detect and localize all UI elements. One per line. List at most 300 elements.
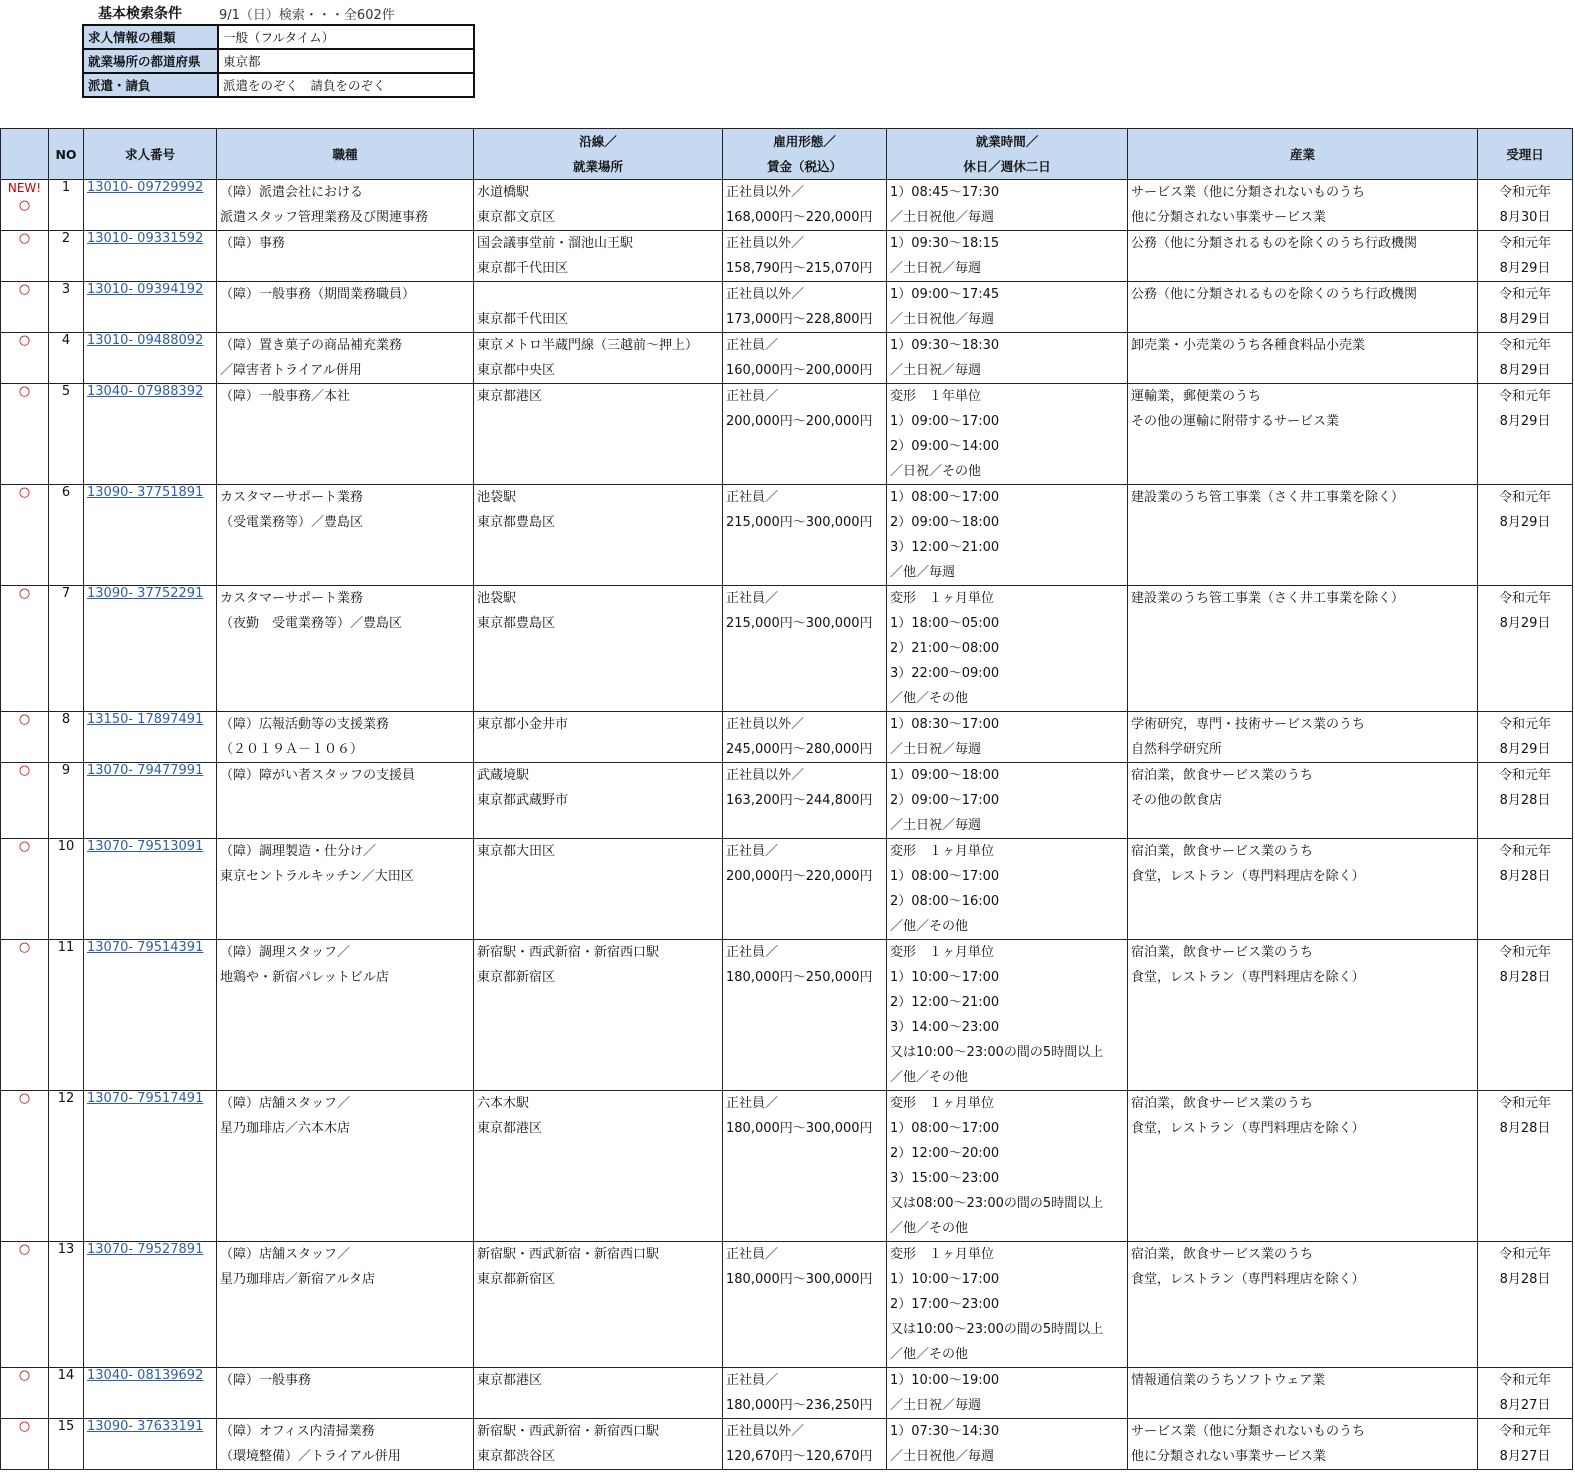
- hours-line: ／他／その他: [890, 919, 969, 934]
- employment-pay-line: 173,000円～228,800円: [726, 312, 873, 327]
- hours-cell: [887, 231, 1128, 282]
- job-title-line: （障）調理スタッフ／: [220, 945, 351, 960]
- job-number-link[interactable]: 13070- 79514391: [87, 940, 204, 955]
- job-title-cell: [217, 712, 474, 763]
- place-line: 池袋駅: [477, 490, 517, 505]
- received-date-line: 8月29日: [1499, 515, 1551, 530]
- condition-value: 一般（フルタイム）: [218, 25, 474, 49]
- industry-line: その他の飲食店: [1131, 793, 1223, 808]
- job-title-line: 東京セントラルキッチン／大田区: [220, 869, 414, 884]
- employment-pay-line: 215,000円～300,000円: [726, 515, 873, 530]
- place-line: 東京都新宿区: [477, 1272, 556, 1287]
- hours-line: ／他／その他: [890, 691, 969, 706]
- employment-pay-line: 正社員／: [726, 591, 779, 606]
- table-header-row: [1, 129, 1573, 180]
- hours-line: 1）09:30～18:15: [890, 236, 1000, 251]
- place-line: [477, 282, 719, 307]
- conditions-table: [82, 24, 475, 98]
- hours-line: ／土日祝／毎週: [890, 1398, 982, 1413]
- job-number-link[interactable]: 13090- 37633191: [87, 1419, 204, 1434]
- job-title-cell: [217, 1419, 474, 1470]
- header-date: 受理日: [1478, 129, 1573, 180]
- job-number-link[interactable]: 13090- 37751891: [87, 485, 204, 500]
- table-row: [1, 333, 1573, 384]
- hours-line: ／他／その他: [890, 1221, 969, 1236]
- job-title-line: （障）事務: [220, 236, 286, 251]
- received-date-line: 令和元年: [1498, 1373, 1551, 1388]
- received-date-cell: [1478, 712, 1573, 763]
- industry-line: 公務（他に分類されるものを除くのうち行政機関: [1131, 236, 1418, 251]
- hours-cell: [887, 333, 1128, 384]
- row-mark-cell: [1, 384, 49, 485]
- industry-line: 食堂，レストラン（専門料理店を除く）: [1131, 1272, 1365, 1287]
- industry-line: サービス業（他に分類されないものうち: [1131, 185, 1366, 200]
- hours-line: ／他／その他: [890, 1347, 969, 1362]
- hours-cell: [887, 282, 1128, 333]
- industry-line: サービス業（他に分類されないものうち: [1131, 1424, 1366, 1439]
- employment-pay-line: 正社員／: [726, 1247, 779, 1262]
- place-cell: [474, 384, 723, 485]
- employment-pay-line: 160,000円～200,000円: [726, 363, 873, 378]
- row-mark-cell: [1, 180, 49, 231]
- job-number-link[interactable]: 13070- 79513091: [87, 839, 204, 854]
- received-date-cell: [1478, 940, 1573, 1091]
- place-line: 東京都千代田区: [477, 261, 569, 276]
- hours-line: 1）07:30～14:30: [890, 1424, 1000, 1439]
- employment-pay-cell: [723, 333, 887, 384]
- received-date-line: 令和元年: [1498, 591, 1551, 606]
- table-row: [1, 231, 1573, 282]
- conditions-date-line: 9/1（日）検索・・・全602件: [219, 8, 395, 23]
- hours-line: 1）08:00～17:00: [890, 490, 1000, 505]
- received-date-line: 令和元年: [1498, 338, 1551, 353]
- hours-cell: [887, 763, 1128, 839]
- employment-pay-line: 正社員／: [726, 844, 779, 859]
- row-number: 12: [49, 1091, 84, 1242]
- job-title-line: （２０１９Ａ－１０６）: [220, 742, 364, 757]
- hours-cell: [887, 485, 1128, 586]
- job-number-link[interactable]: 13040- 07988392: [87, 384, 204, 399]
- received-date-line: 令和元年: [1498, 844, 1551, 859]
- hours-line: 変形 １ヶ月単位: [890, 945, 995, 960]
- job-title-line: （障）調理製造・仕分け／: [220, 844, 377, 859]
- job-title-line: （障）置き菓子の商品補充業務: [220, 338, 403, 353]
- header-pay: 賃金（税込）: [766, 159, 842, 174]
- industry-cell: [1128, 586, 1478, 712]
- job-title-cell: [217, 763, 474, 839]
- received-date-cell: [1478, 333, 1573, 384]
- header-place: 就業場所: [572, 159, 623, 174]
- received-date-line: 8月27日: [1499, 1449, 1551, 1464]
- job-number-link[interactable]: 13150- 17897491: [87, 712, 204, 727]
- row-mark-cell: [1, 1368, 49, 1419]
- industry-line: 情報通信業のうちソフトウェア業: [1131, 1373, 1326, 1388]
- employment-pay-line: 168,000円～220,000円: [726, 210, 873, 225]
- employment-pay-cell: [723, 180, 887, 231]
- condition-row: [83, 49, 474, 73]
- row-number: 4: [49, 333, 84, 384]
- hours-line: 1）09:00～18:00: [890, 768, 1000, 783]
- hours-line: 変形 １ヶ月単位: [890, 1247, 995, 1262]
- job-title-line: （障）広報活動等の支援業務: [220, 717, 390, 732]
- job-title-cell: [217, 940, 474, 1091]
- hours-line: ／土日祝／毎週: [890, 363, 982, 378]
- received-date-line: 令和元年: [1498, 768, 1551, 783]
- row-number: 5: [49, 384, 84, 485]
- place-cell: [474, 333, 723, 384]
- row-mark-cell: [1, 1242, 49, 1368]
- job-title-line: （障）オフィス内清掃業務: [220, 1424, 375, 1439]
- circle-mark: ○: [18, 384, 31, 399]
- employment-pay-line: 180,000円～300,000円: [726, 1121, 873, 1136]
- place-line: 国会議事堂前・溜池山王駅: [477, 236, 634, 251]
- received-date-line: 8月27日: [1499, 1398, 1551, 1413]
- received-date-cell: [1478, 180, 1573, 231]
- employment-pay-line: 正社員以外／: [726, 236, 805, 251]
- new-badge: NEW!: [7, 181, 42, 195]
- table-row: [1, 763, 1573, 839]
- hours-line: 2）21:00～08:00: [890, 641, 1000, 656]
- hours-line: ／土日祝他／毎週: [890, 1449, 995, 1464]
- circle-mark: ○: [18, 198, 31, 213]
- industry-line: その他の運輸に附帯するサービス業: [1131, 414, 1340, 429]
- place-cell: [474, 231, 723, 282]
- circle-mark: ○: [18, 1091, 31, 1106]
- table-row: [1, 384, 1573, 485]
- place-cell: [474, 1091, 723, 1242]
- job-title-cell: [217, 333, 474, 384]
- received-date-cell: [1478, 1242, 1573, 1368]
- received-date-line: 8月28日: [1499, 1121, 1551, 1136]
- hours-line: 1）09:00～17:45: [890, 287, 1000, 302]
- circle-mark: ○: [18, 231, 31, 246]
- circle-mark: ○: [18, 1242, 31, 1257]
- row-mark-cell: [1, 231, 49, 282]
- place-line: 東京都豊島区: [477, 616, 556, 631]
- place-cell: [474, 282, 723, 333]
- industry-line: 公務（他に分類されるものを除くのうち行政機関: [1131, 287, 1418, 302]
- job-number-link[interactable]: 13040- 08139692: [87, 1368, 204, 1383]
- received-date-line: 令和元年: [1498, 236, 1551, 251]
- received-date-cell: [1478, 1368, 1573, 1419]
- header-hours-holiday: [887, 129, 1128, 180]
- row-mark-cell: [1, 485, 49, 586]
- circle-mark: ○: [18, 1368, 31, 1383]
- job-number-link[interactable]: 13070- 79477991: [87, 763, 204, 778]
- job-title-cell: [217, 231, 474, 282]
- hours-line: 1）10:00～17:00: [890, 970, 1000, 985]
- employment-pay-cell: [723, 586, 887, 712]
- job-title-cell: [217, 282, 474, 333]
- hours-line: 又は10:00～23:00の間の5時間以上: [890, 1322, 1104, 1337]
- job-title-line: （障）一般事務／本社: [220, 389, 351, 404]
- job-number-cell: [84, 384, 217, 485]
- employment-pay-cell: [723, 940, 887, 1091]
- job-title-line: カスタマーサポート業務: [220, 591, 364, 606]
- hours-line: 1）10:00～19:00: [890, 1373, 1000, 1388]
- job-listing-table: [0, 128, 1573, 1470]
- hours-line: ／土日祝他／毎週: [890, 312, 995, 327]
- row-number: 1: [49, 180, 84, 231]
- circle-mark: ○: [18, 586, 31, 601]
- employment-pay-line: 215,000円～300,000円: [726, 616, 873, 631]
- received-date-line: 令和元年: [1498, 490, 1551, 505]
- header-employment: 雇用形態／: [773, 134, 836, 149]
- industry-line: 宿泊業，飲食サービス業のうち: [1131, 768, 1314, 783]
- received-date-line: 8月28日: [1499, 1272, 1551, 1287]
- received-date-cell: [1478, 839, 1573, 940]
- job-number-link[interactable]: 13010- 09394192: [87, 282, 204, 297]
- place-line: 東京都港区: [477, 1373, 543, 1388]
- job-title-line: （障）障がい者スタッフの支援員: [220, 768, 416, 783]
- place-line: 東京都大田区: [477, 844, 556, 859]
- job-title-cell: [217, 1368, 474, 1419]
- job-title-line: 星乃珈琲店／六本木店: [220, 1121, 351, 1136]
- job-number-cell: [84, 839, 217, 940]
- employment-pay-cell: [723, 282, 887, 333]
- employment-pay-cell: [723, 485, 887, 586]
- table-row: [1, 940, 1573, 1091]
- job-number-cell: [84, 180, 217, 231]
- job-number-link[interactable]: 13010- 09488092: [87, 333, 204, 348]
- job-title-line: （障）店舗スタッフ／: [220, 1096, 351, 1111]
- industry-cell: [1128, 282, 1478, 333]
- received-date-cell: [1478, 485, 1573, 586]
- table-row: [1, 1242, 1573, 1368]
- hours-line: 又は10:00～23:00の間の5時間以上: [890, 1045, 1104, 1060]
- row-number: 3: [49, 282, 84, 333]
- job-number-link[interactable]: 13070- 79517491: [87, 1091, 204, 1106]
- employment-pay-cell: [723, 1091, 887, 1242]
- industry-cell: [1128, 763, 1478, 839]
- place-line: 東京都豊島区: [477, 515, 556, 530]
- industry-line: 宿泊業，飲食サービス業のうち: [1131, 1247, 1314, 1262]
- industry-line: 卸売業・小売業のうち各種食料品小売業: [1131, 338, 1366, 353]
- job-title-line: （夜勤 受電業務等）／豊島区: [220, 616, 403, 631]
- row-number: 7: [49, 586, 84, 712]
- received-date-line: 8月28日: [1499, 970, 1551, 985]
- hours-line: 又は08:00～23:00の間の5時間以上: [890, 1196, 1104, 1211]
- place-cell: [474, 763, 723, 839]
- employment-pay-cell: [723, 712, 887, 763]
- received-date-line: 令和元年: [1498, 185, 1551, 200]
- header-job: 職種: [217, 129, 474, 180]
- industry-cell: [1128, 485, 1478, 586]
- row-mark-cell: [1, 839, 49, 940]
- hours-cell: [887, 940, 1128, 1091]
- place-cell: [474, 839, 723, 940]
- hours-line: 1）08:45～17:30: [890, 185, 1000, 200]
- received-date-line: 令和元年: [1498, 389, 1551, 404]
- job-title-line: （障）派遣会社における: [220, 185, 364, 200]
- place-line: 東京都新宿区: [477, 970, 556, 985]
- job-number-link[interactable]: 13090- 37752291: [87, 586, 204, 601]
- hours-line: 1）18:00～05:00: [890, 616, 1000, 631]
- job-title-line: 地鶏や・新宿パレットビル店: [220, 970, 389, 985]
- job-number-cell: [84, 333, 217, 384]
- hours-line: ／土日祝／毎週: [890, 742, 982, 757]
- hours-line: 3）12:00～21:00: [890, 540, 1000, 555]
- hours-cell: [887, 1242, 1128, 1368]
- row-number: 6: [49, 485, 84, 586]
- hours-line: 2）09:00～17:00: [890, 793, 1000, 808]
- job-number-link[interactable]: 13010- 09331592: [87, 231, 204, 246]
- job-title-line: （受電業務等）／豊島区: [220, 515, 364, 530]
- received-date-line: 8月29日: [1499, 312, 1551, 327]
- industry-cell: [1128, 1368, 1478, 1419]
- place-line: 東京メトロ半蔵門線（三越前～押上）: [477, 338, 699, 353]
- employment-pay-line: 正社員／: [726, 490, 779, 505]
- row-number: 2: [49, 231, 84, 282]
- row-mark-cell: [1, 763, 49, 839]
- place-line: 新宿駅・西武新宿・新宿西口駅: [477, 1247, 660, 1262]
- received-date-line: 令和元年: [1498, 945, 1551, 960]
- received-date-line: 8月29日: [1499, 261, 1551, 276]
- hours-line: 1）08:30～17:00: [890, 717, 1000, 732]
- table-row: [1, 712, 1573, 763]
- table-row: [1, 282, 1573, 333]
- industry-line: 他に分類されない事業サービス業: [1131, 210, 1327, 225]
- employment-pay-line: 180,000円～250,000円: [726, 970, 873, 985]
- header-holiday: 休日／週休二日: [963, 159, 1051, 174]
- received-date-line: 8月29日: [1499, 363, 1551, 378]
- place-cell: [474, 180, 723, 231]
- header-line: 沿線／: [579, 134, 617, 149]
- hours-cell: [887, 384, 1128, 485]
- received-date-line: 8月29日: [1499, 616, 1551, 631]
- condition-key: 求人情報の種類: [83, 25, 218, 49]
- employment-pay-cell: [723, 231, 887, 282]
- job-title-line: （障）一般事務（期間業務職員）: [220, 287, 416, 302]
- header-mark: [1, 129, 49, 180]
- job-title-line: （環境整備）／トライアル併用: [220, 1449, 401, 1464]
- row-mark-cell: [1, 282, 49, 333]
- received-date-cell: [1478, 282, 1573, 333]
- circle-mark: ○: [18, 282, 31, 297]
- row-number: 14: [49, 1368, 84, 1419]
- header-line-place: [474, 129, 723, 180]
- hours-cell: [887, 586, 1128, 712]
- received-date-line: 令和元年: [1498, 1247, 1551, 1262]
- place-cell: [474, 1242, 723, 1368]
- header-employment-pay: [723, 129, 887, 180]
- row-number: 11: [49, 940, 84, 1091]
- industry-cell: [1128, 1242, 1478, 1368]
- industry-line: 宿泊業，飲食サービス業のうち: [1131, 1096, 1314, 1111]
- circle-mark: ○: [18, 1419, 31, 1434]
- place-line: 新宿駅・西武新宿・新宿西口駅: [477, 945, 660, 960]
- place-cell: [474, 1368, 723, 1419]
- job-number-link[interactable]: 13070- 79527891: [87, 1242, 204, 1257]
- condition-key: 就業場所の都道府県: [83, 49, 218, 73]
- place-line: 武蔵境駅: [477, 768, 530, 783]
- received-date-cell: [1478, 1419, 1573, 1470]
- hours-line: 3）14:00～23:00: [890, 1020, 1000, 1035]
- job-number-cell: [84, 712, 217, 763]
- job-number-cell: [84, 1419, 217, 1470]
- place-line: 東京都港区: [477, 1121, 543, 1136]
- employment-pay-line: 200,000円～200,000円: [726, 414, 873, 429]
- job-title-line: （障）店舗スタッフ／: [220, 1247, 351, 1262]
- row-mark-cell: [1, 712, 49, 763]
- received-date-line: 8月28日: [1499, 793, 1551, 808]
- employment-pay-line: 正社員以外／: [726, 1424, 805, 1439]
- hours-cell: [887, 1419, 1128, 1470]
- industry-cell: [1128, 231, 1478, 282]
- row-mark-cell: [1, 333, 49, 384]
- condition-key: 派遣・請負: [83, 73, 218, 97]
- hours-cell: [887, 839, 1128, 940]
- hours-cell: [887, 1091, 1128, 1242]
- place-line: 六本木駅: [477, 1096, 530, 1111]
- employment-pay-line: 180,000円～236,250円: [726, 1398, 873, 1413]
- place-cell: [474, 940, 723, 1091]
- place-line: 東京都港区: [477, 389, 543, 404]
- hours-line: 3）15:00～23:00: [890, 1171, 1000, 1186]
- industry-cell: [1128, 1419, 1478, 1470]
- employment-pay-cell: [723, 1368, 887, 1419]
- conditions-title: 基本検索条件: [98, 6, 182, 22]
- hours-cell: [887, 180, 1128, 231]
- employment-pay-cell: [723, 763, 887, 839]
- table-row: [1, 1091, 1573, 1242]
- row-number: 15: [49, 1419, 84, 1470]
- received-date-line: 8月29日: [1499, 414, 1551, 429]
- table-row: [1, 1368, 1573, 1419]
- industry-line: 宿泊業，飲食サービス業のうち: [1131, 844, 1314, 859]
- industry-line: 建設業のうち管工事業（さく井工事業を除く）: [1131, 490, 1405, 505]
- job-number-cell: [84, 282, 217, 333]
- industry-cell: [1128, 940, 1478, 1091]
- received-date-cell: [1478, 1091, 1573, 1242]
- received-date-cell: [1478, 586, 1573, 712]
- job-number-link[interactable]: 13010- 09729992: [87, 180, 204, 195]
- job-number-cell: [84, 231, 217, 282]
- job-title-cell: [217, 384, 474, 485]
- employment-pay-line: 120,670円～120,670円: [726, 1449, 873, 1464]
- hours-line: 1）08:00～17:00: [890, 869, 1000, 884]
- hours-line: 変形 １ヶ月単位: [890, 1096, 995, 1111]
- received-date-cell: [1478, 763, 1573, 839]
- hours-line: 2）09:00～18:00: [890, 515, 1000, 530]
- circle-mark: ○: [18, 940, 31, 955]
- job-title-line: 星乃珈琲店／新宿アルタ店: [220, 1272, 375, 1287]
- employment-pay-line: 163,200円～244,800円: [726, 793, 873, 808]
- place-cell: [474, 1419, 723, 1470]
- place-cell: [474, 485, 723, 586]
- place-cell: [474, 586, 723, 712]
- hours-cell: [887, 1368, 1128, 1419]
- hours-line: ／土日祝他／毎週: [890, 210, 995, 225]
- employment-pay-line: 180,000円～300,000円: [726, 1272, 873, 1287]
- employment-pay-line: 正社員／: [726, 389, 779, 404]
- hours-line: 変形 １ヶ月単位: [890, 844, 995, 859]
- hours-line: ／日祝／その他: [890, 464, 982, 479]
- received-date-line: 令和元年: [1498, 287, 1551, 302]
- row-number: 9: [49, 763, 84, 839]
- hours-line: 1）09:30～18:30: [890, 338, 1000, 353]
- employment-pay-line: 正社員／: [726, 945, 779, 960]
- job-number-cell: [84, 586, 217, 712]
- header-hours: 就業時間／: [975, 134, 1039, 149]
- hours-line: 2）17:00～23:00: [890, 1297, 1000, 1312]
- place-line: 東京都小金井市: [477, 717, 569, 732]
- hours-line: 3）22:00～09:00: [890, 666, 1000, 681]
- condition-row: [83, 25, 474, 49]
- industry-cell: [1128, 333, 1478, 384]
- hours-line: 2）12:00～20:00: [890, 1146, 1000, 1161]
- employment-pay-line: 正社員以外／: [726, 768, 805, 783]
